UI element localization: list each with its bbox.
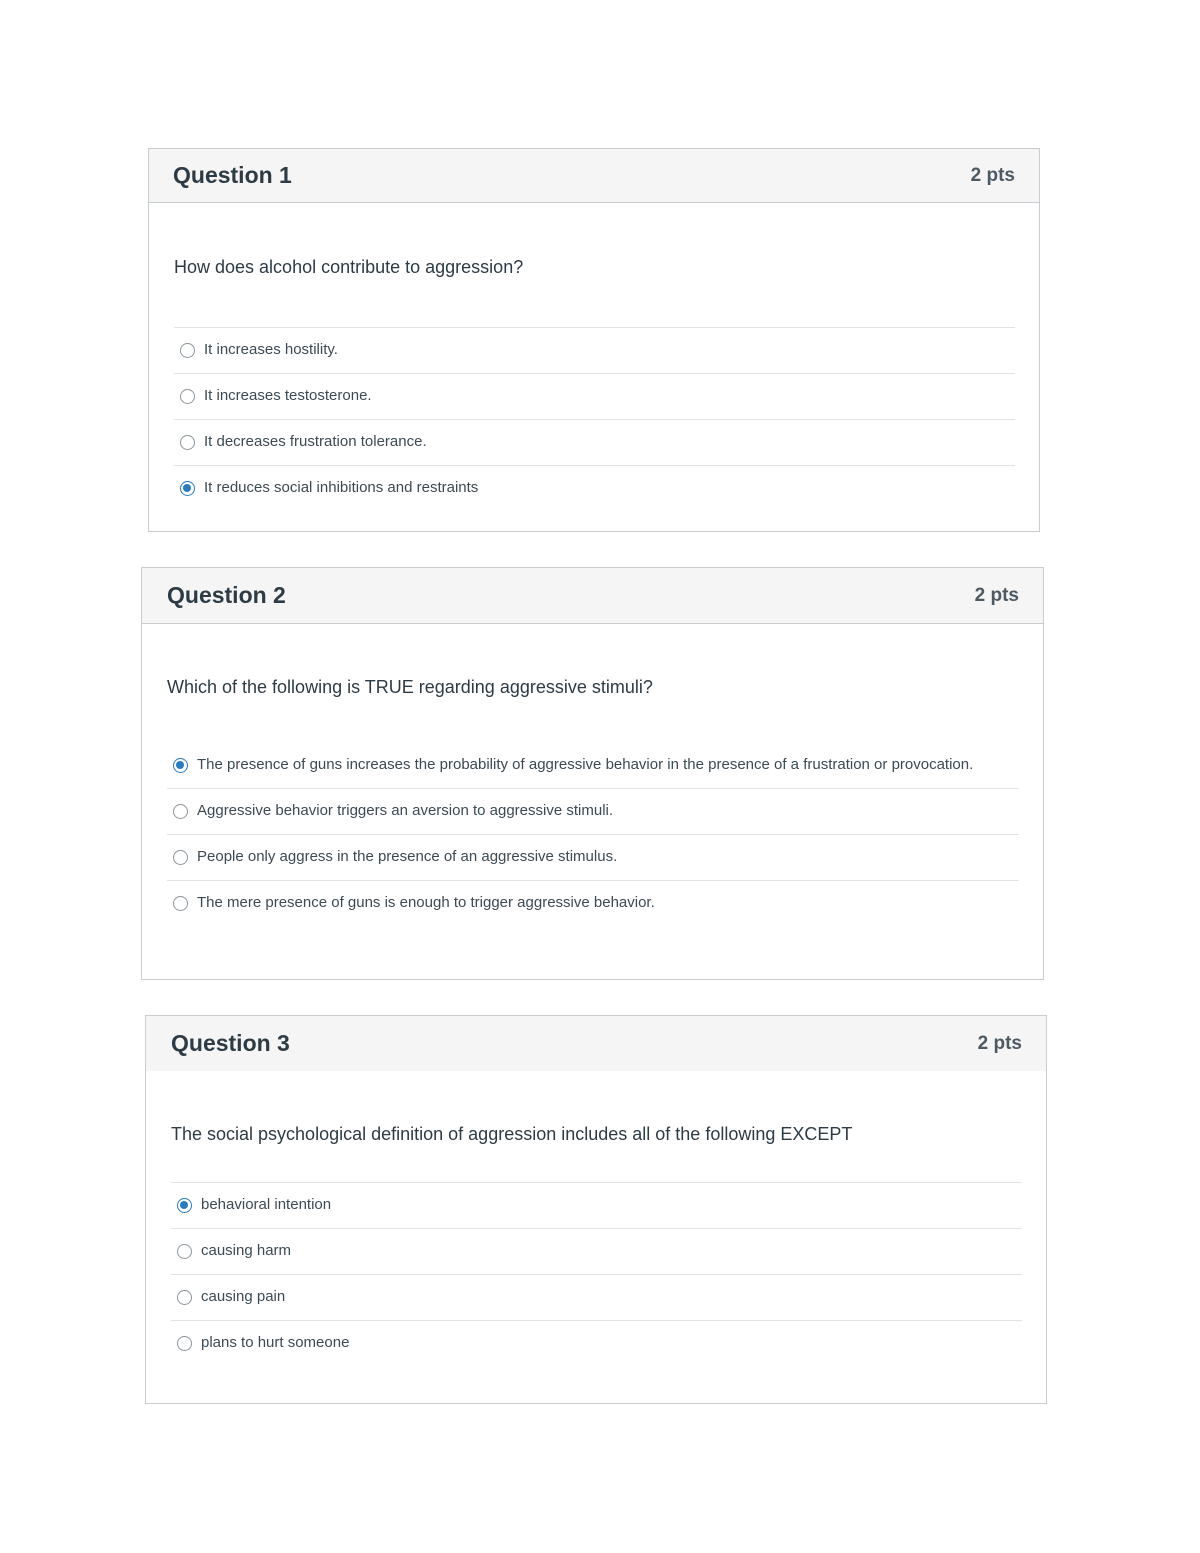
question-text: Which of the following is TRUE regarding aggressive stimuli?	[167, 677, 653, 697]
answer-option[interactable]	[167, 881, 1019, 926]
question-title: Question 1	[173, 162, 292, 188]
answer-option[interactable]	[174, 328, 1015, 374]
radio-button[interactable]	[177, 1290, 192, 1305]
question-title: Question 2	[167, 582, 286, 608]
answer-label: The mere presence of guns is enough to trigger aggressive behavior.	[197, 894, 655, 911]
radio-button[interactable]	[173, 850, 188, 865]
answer-list	[167, 745, 1019, 926]
question-body	[149, 203, 1039, 511]
question-body	[142, 624, 1043, 926]
question-text: The social psychological definition of aggression includes all of the following EXCEPT	[171, 1124, 853, 1144]
answer-label: behavioral intention	[201, 1196, 332, 1213]
question-points: 2 pts	[970, 164, 1015, 186]
answer-label: causing pain	[201, 1288, 286, 1305]
answer-option[interactable]	[174, 420, 1015, 466]
question-card-2	[141, 567, 1044, 980]
radio-button[interactable]	[173, 758, 188, 773]
answer-label: plans to hurt someone	[201, 1334, 350, 1351]
answer-option[interactable]	[171, 1229, 1022, 1275]
radio-button[interactable]	[177, 1198, 192, 1213]
question-card-3	[145, 1015, 1047, 1404]
radio-button[interactable]	[177, 1244, 192, 1259]
answer-label: It increases testosterone.	[204, 387, 372, 404]
answer-label: Aggressive behavior triggers an aversion to aggressive stimuli.	[197, 802, 614, 819]
answer-label: It increases hostility.	[204, 341, 338, 358]
question-points: 2 pts	[977, 1032, 1022, 1054]
radio-button[interactable]	[177, 1336, 192, 1351]
answer-option[interactable]	[167, 789, 1019, 835]
answer-option[interactable]	[171, 1183, 1022, 1229]
answer-label: It decreases frustration tolerance.	[204, 433, 427, 450]
answer-label: People only aggress in the presence of an aggressive stimulus.	[197, 848, 618, 865]
answer-list	[171, 1182, 1022, 1366]
answer-label: The presence of guns increases the probability of aggressive behavior in the presence of a frustration or provocation.	[197, 756, 974, 773]
question-header	[142, 568, 1043, 624]
question-points: 2 pts	[974, 584, 1019, 606]
radio-button[interactable]	[173, 804, 188, 819]
question-header	[149, 149, 1039, 203]
question-card-1	[148, 148, 1040, 532]
answer-list	[174, 327, 1015, 511]
radio-button[interactable]	[180, 343, 195, 358]
answer-option[interactable]	[174, 466, 1015, 511]
question-body	[146, 1071, 1046, 1366]
radio-button[interactable]	[180, 389, 195, 404]
question-header	[146, 1016, 1046, 1071]
answer-option[interactable]	[171, 1321, 1022, 1366]
question-text: How does alcohol contribute to aggression?	[174, 257, 524, 277]
answer-label: It reduces social inhibitions and restraints	[204, 479, 479, 496]
radio-button[interactable]	[180, 435, 195, 450]
answer-option[interactable]	[174, 374, 1015, 420]
radio-button[interactable]	[180, 481, 195, 496]
answer-label: causing harm	[201, 1242, 292, 1259]
answer-option[interactable]	[171, 1275, 1022, 1321]
answer-option[interactable]	[167, 745, 1019, 789]
question-title: Question 3	[171, 1030, 290, 1056]
radio-button[interactable]	[173, 896, 188, 911]
answer-option[interactable]	[167, 835, 1019, 881]
